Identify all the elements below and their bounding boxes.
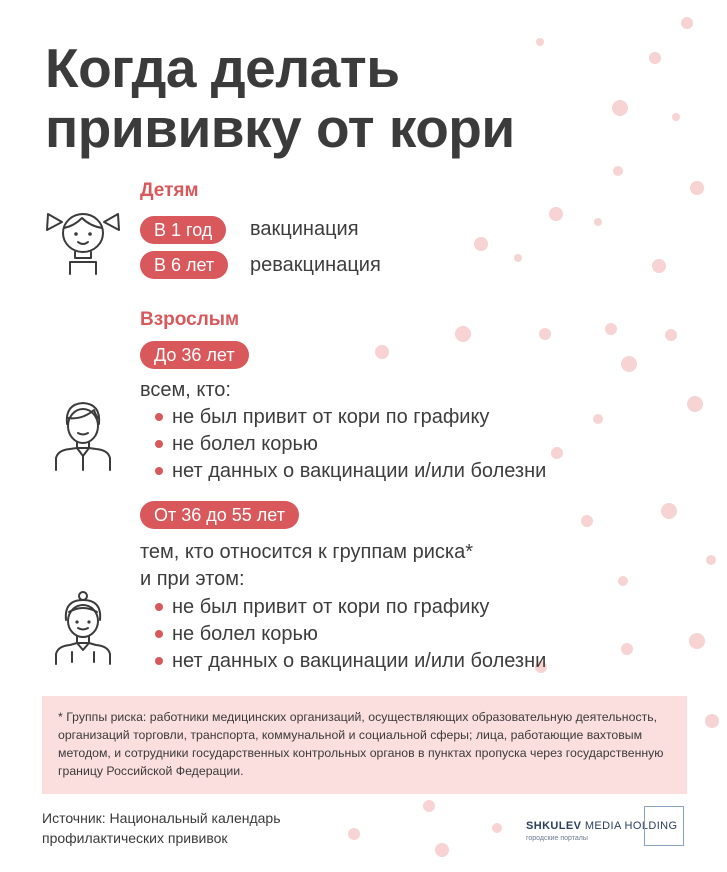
boy-icon xyxy=(52,398,114,472)
logo-frame xyxy=(644,806,684,846)
title-line-2: прививку от кори xyxy=(45,97,515,159)
logo-suffix: MEDIA HOLDING xyxy=(584,820,678,832)
bullet-icon xyxy=(155,603,163,611)
bullet-icon xyxy=(155,413,163,421)
pill-up-to-36: До 36 лет xyxy=(140,341,249,369)
bullet-icon xyxy=(155,440,163,448)
list-item: нет данных о вакцинации и/или болезни xyxy=(155,648,546,675)
source-citation xyxy=(42,808,362,848)
revaccination-label: ревакцинация xyxy=(250,254,381,276)
group2-intro-line1: тем, кто относится к группам риска* xyxy=(140,541,473,563)
children-heading: Детям xyxy=(140,180,199,201)
vaccination-label: вакцинация xyxy=(250,218,359,240)
list-item: не был привит от кори по графику xyxy=(155,404,546,431)
title-line-1: Когда делать xyxy=(45,37,400,99)
list-item: нет данных о вакцинации и/или болезни xyxy=(155,458,546,485)
woman-icon xyxy=(52,590,114,666)
risk-groups-footnote: * Группы риска: работники медицинских организаций, осуществляющих образовательную деятельность, организаций торговли, транспорта, коммунальной и социальной сферы; лица, работающие вахтовым методом, и сотрудники государственных контрольных органов в пунктах пропуска через государственную границу Российской Федерации. xyxy=(42,696,687,794)
source-line-2: профилактических прививок xyxy=(42,830,228,846)
bullet-icon xyxy=(155,630,163,638)
group2-list xyxy=(155,594,546,675)
logo-tagline: городские порталы xyxy=(526,835,588,842)
bullet-icon xyxy=(155,657,163,665)
girl-icon xyxy=(44,206,122,278)
bullet-icon xyxy=(155,467,163,475)
page-title xyxy=(45,38,515,158)
group1-intro: всем, кто: xyxy=(140,379,231,401)
pill-age-1: В 1 год xyxy=(140,216,226,244)
adults-heading: Взрослым xyxy=(140,309,240,330)
list-item: не болел корью xyxy=(155,431,546,458)
pill-age-6: В 6 лет xyxy=(140,251,228,279)
source-line-1: Источник: Национальный календарь xyxy=(42,810,281,826)
list-item: не болел корью xyxy=(155,621,546,648)
list-item: не был привит от кори по графику xyxy=(155,594,546,621)
group1-list xyxy=(155,404,546,485)
group2-intro-line2: и при этом: xyxy=(140,568,245,590)
pill-36-to-55: От 36 до 55 лет xyxy=(140,501,299,529)
logo-brand: SHKULEV xyxy=(526,820,582,832)
